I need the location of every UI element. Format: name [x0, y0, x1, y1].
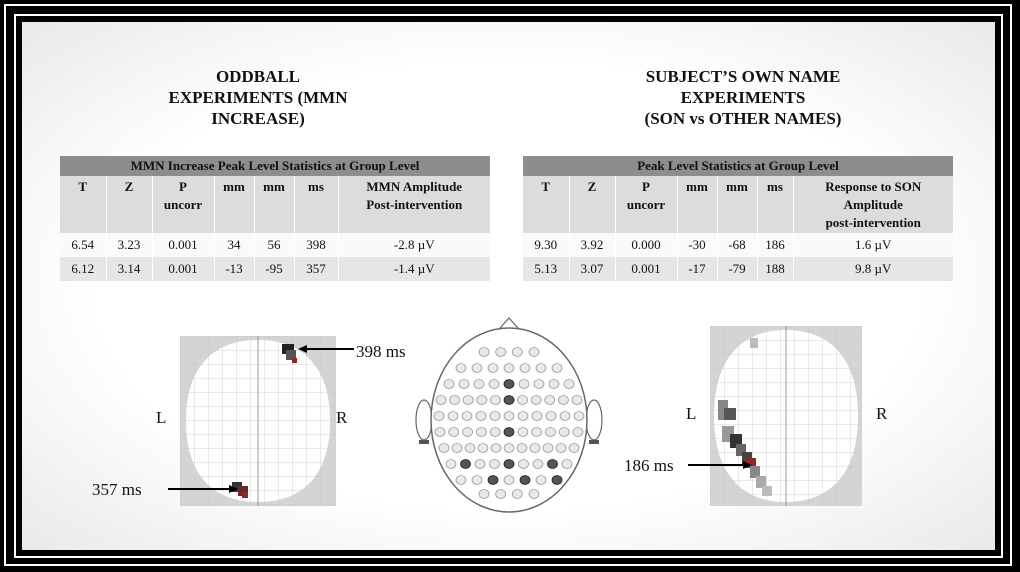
table-cell: 1.6 µV — [793, 233, 953, 257]
electrode — [489, 380, 499, 389]
left-heading-line-1: ODDBALL — [215, 67, 301, 86]
left-brain-map — [180, 336, 336, 506]
right-col-header: Response to SON Amplitude post-intervention — [793, 176, 953, 233]
table-cell: 3.14 — [106, 257, 152, 281]
table-cell: -17 — [677, 257, 717, 281]
electrode — [534, 380, 544, 389]
table-cell: 188 — [757, 257, 793, 281]
electrode — [574, 412, 584, 421]
electrode — [504, 460, 514, 469]
electrode — [496, 348, 506, 357]
electrode — [512, 348, 522, 357]
electrode — [490, 412, 500, 421]
table-cell: -79 — [717, 257, 757, 281]
electrode — [488, 476, 498, 485]
electrode — [463, 396, 473, 405]
electrode — [444, 380, 454, 389]
right-table-caption: Peak Level Statistics at Group Level — [523, 156, 953, 176]
table-cell: 9.8 µV — [793, 257, 953, 281]
electrode — [569, 444, 579, 453]
electrode — [456, 364, 466, 373]
electrode — [504, 444, 514, 453]
table-cell: 3.92 — [569, 233, 615, 257]
table-cell: 6.12 — [60, 257, 106, 281]
electrode — [520, 476, 530, 485]
right-col-header: mm — [717, 176, 757, 233]
table-cell: 6.54 — [60, 233, 106, 257]
right-heading-line-2: EXPERIMENTS — [680, 88, 806, 107]
electrode — [504, 396, 514, 405]
right-col-header: Z — [569, 176, 615, 233]
electrode — [439, 444, 449, 453]
table-row — [60, 233, 490, 257]
right-col-header: mm — [677, 176, 717, 233]
table-cell: 0.001 — [152, 233, 214, 257]
nose-icon — [500, 318, 518, 328]
electrode — [496, 490, 506, 499]
electrode — [556, 444, 566, 453]
table-cell: -68 — [717, 233, 757, 257]
electrode — [518, 412, 528, 421]
right-heading — [598, 66, 888, 129]
electrode-head-map — [414, 316, 604, 514]
annotation-398ms: 398 ms — [356, 342, 406, 361]
electrode — [552, 476, 562, 485]
electrode — [450, 396, 460, 405]
table-cell: 5.13 — [523, 257, 569, 281]
electrode — [546, 412, 556, 421]
electrode — [536, 364, 546, 373]
electrode — [572, 396, 582, 405]
electrode — [479, 490, 489, 499]
left-col-header: MMN Amplitude Post-intervention — [338, 176, 490, 233]
electrode — [477, 396, 487, 405]
left-heading-line-3: INCREASE) — [211, 109, 305, 128]
electrode — [504, 428, 514, 437]
electrode — [520, 364, 530, 373]
electrode — [474, 380, 484, 389]
table-cell: 34 — [214, 233, 254, 257]
left-map-label-l: L — [156, 408, 167, 427]
left-heading-line-2: EXPERIMENTS (MMN — [168, 88, 348, 107]
electrode — [512, 490, 522, 499]
left-col-header: Z — [106, 176, 152, 233]
left-stats-table — [60, 156, 490, 281]
electrode — [461, 460, 471, 469]
electrode — [532, 412, 542, 421]
electrode — [529, 490, 539, 499]
right-col-header: T — [523, 176, 569, 233]
electrode — [543, 444, 553, 453]
electrode — [436, 396, 446, 405]
right-brain-map — [710, 326, 862, 506]
electrode — [488, 364, 498, 373]
right-map-label-l: L — [686, 404, 697, 423]
electrode — [573, 428, 583, 437]
electrode — [531, 396, 541, 405]
electrode — [463, 428, 473, 437]
left-col-header: P uncorr — [152, 176, 214, 233]
table-cell: -1.4 µV — [338, 257, 490, 281]
right-ear-icon — [586, 400, 602, 440]
left-map-label-r: R — [336, 408, 348, 427]
table-cell: 186 — [757, 233, 793, 257]
arrow-357ms — [166, 484, 238, 494]
table-cell: -2.8 µV — [338, 233, 490, 257]
electrode — [559, 428, 569, 437]
electrode — [552, 364, 562, 373]
electrode — [491, 444, 501, 453]
electrode — [448, 412, 458, 421]
arrow-186ms — [686, 460, 752, 470]
electrode — [545, 396, 555, 405]
electrode — [529, 348, 539, 357]
electrode — [518, 428, 528, 437]
table-row — [60, 257, 490, 281]
electrode — [519, 460, 529, 469]
electrode — [517, 444, 527, 453]
right-heading-line-3: (SON vs OTHER NAMES) — [644, 109, 842, 128]
annotation-357ms: 357 ms — [92, 480, 142, 499]
left-col-header: ms — [294, 176, 338, 233]
table-cell: -95 — [254, 257, 294, 281]
table-cell: -13 — [214, 257, 254, 281]
electrode — [519, 380, 529, 389]
right-stats-table — [523, 156, 953, 281]
arrow-398ms — [298, 344, 358, 354]
left-col-header: T — [60, 176, 106, 233]
electrode — [475, 460, 485, 469]
right-map-label-r: R — [876, 404, 888, 423]
right-col-header: P uncorr — [615, 176, 677, 233]
table-cell: -30 — [677, 233, 717, 257]
electrode — [504, 364, 514, 373]
electrode — [452, 444, 462, 453]
left-table-caption: MMN Increase Peak Level Statistics at Group Level — [60, 156, 490, 176]
electrode — [560, 412, 570, 421]
electrode — [465, 444, 475, 453]
electrode — [533, 460, 543, 469]
electrode — [504, 412, 514, 421]
left-col-header: mm — [254, 176, 294, 233]
electrode — [472, 476, 482, 485]
table-row — [523, 257, 953, 281]
electrode — [476, 428, 486, 437]
electrode — [558, 396, 568, 405]
electrode — [472, 364, 482, 373]
electrode — [504, 380, 514, 389]
annotation-186ms: 186 ms — [624, 456, 674, 475]
right-col-header: ms — [757, 176, 793, 233]
electrode — [504, 476, 514, 485]
table-cell: 0.001 — [615, 257, 677, 281]
electrode — [446, 460, 456, 469]
electrode — [490, 460, 500, 469]
electrode — [548, 460, 558, 469]
electrode — [562, 460, 572, 469]
electrode — [490, 396, 500, 405]
table-cell: 9.30 — [523, 233, 569, 257]
table-row — [523, 233, 953, 257]
table-cell: 56 — [254, 233, 294, 257]
electrode — [434, 412, 444, 421]
electrode — [518, 396, 528, 405]
electrode — [462, 412, 472, 421]
electrode — [456, 476, 466, 485]
electrode — [479, 348, 489, 357]
table-cell: 3.23 — [106, 233, 152, 257]
electrode — [564, 380, 574, 389]
electrode — [532, 428, 542, 437]
electrode — [549, 380, 559, 389]
table-cell: 398 — [294, 233, 338, 257]
electrode — [435, 428, 445, 437]
electrode — [476, 412, 486, 421]
left-ear-icon — [416, 400, 432, 440]
table-cell: 0.000 — [615, 233, 677, 257]
electrode — [478, 444, 488, 453]
table-cell: 0.001 — [152, 257, 214, 281]
electrode — [449, 428, 459, 437]
table-cell: 357 — [294, 257, 338, 281]
right-heading-line-1: SUBJECT’S OWN NAME — [645, 67, 841, 86]
electrode — [459, 380, 469, 389]
table-cell: 3.07 — [569, 257, 615, 281]
electrode — [536, 476, 546, 485]
electrode — [530, 444, 540, 453]
left-heading — [128, 66, 388, 129]
electrode — [490, 428, 500, 437]
electrode — [545, 428, 555, 437]
left-col-header: mm — [214, 176, 254, 233]
